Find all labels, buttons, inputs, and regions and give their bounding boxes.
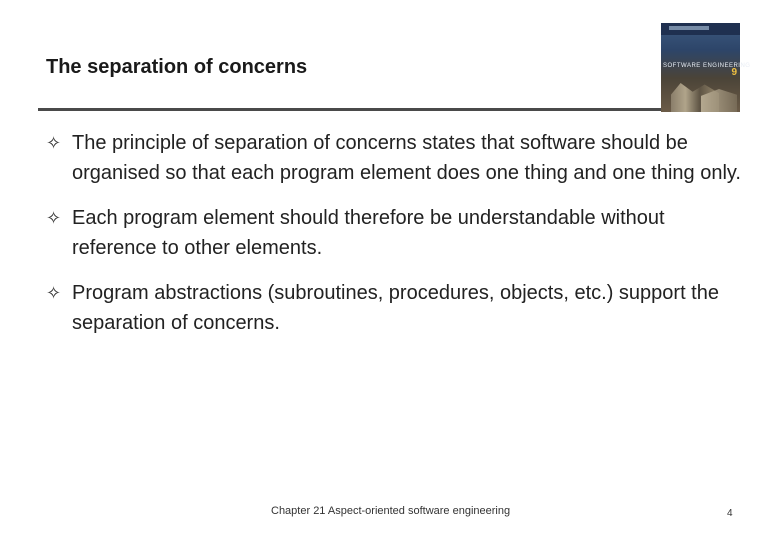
bullet-text: Each program element should therefore be understandable without reference to other elements. bbox=[72, 207, 665, 259]
footer-chapter-text: Chapter 21 Aspect-oriented software engineering bbox=[271, 505, 511, 517]
slide-title: The separation of concerns bbox=[46, 56, 308, 78]
bullet-item bbox=[46, 203, 746, 263]
cover-header-band bbox=[661, 23, 740, 35]
bullet-item bbox=[46, 278, 746, 338]
star-bullet-icon: ✧ bbox=[46, 208, 62, 228]
book-cover-image bbox=[661, 23, 751, 112]
bullet-text: The principle of separation of concerns states that software should be organised so that each program element does one thing and one thing only. bbox=[72, 132, 741, 184]
bullet-item bbox=[46, 128, 746, 188]
bullet-list bbox=[46, 128, 746, 353]
cover-title: SOFTWARE ENGINEERING bbox=[663, 63, 751, 69]
cover-edition: 9 bbox=[731, 67, 737, 78]
title-divider bbox=[38, 108, 661, 111]
cover-author-text bbox=[669, 26, 709, 30]
page-number: 4 bbox=[727, 508, 733, 519]
star-bullet-icon: ✧ bbox=[46, 133, 62, 153]
bullet-text: Program abstractions (subroutines, procedures, objects, etc.) support the separation of concerns. bbox=[72, 282, 719, 334]
star-bullet-icon: ✧ bbox=[46, 283, 62, 303]
